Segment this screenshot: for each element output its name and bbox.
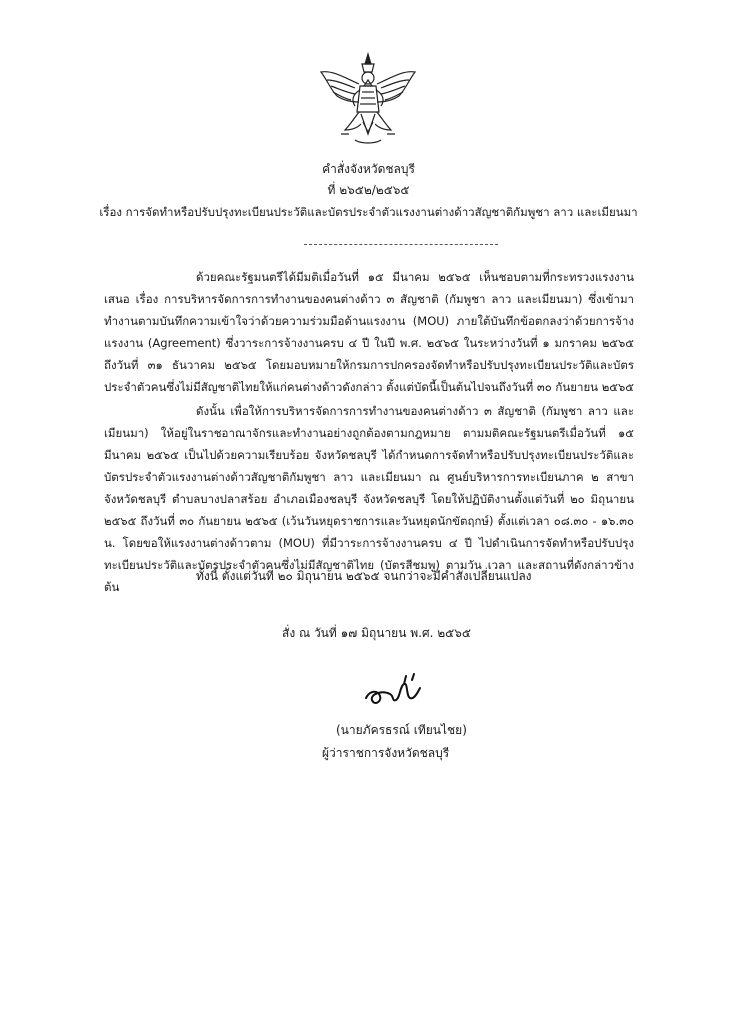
effective-date-line: ทั้งนี้ ตั้งแต่วันที่ ๒๐ มิถุนายน ๒๕๖๕ จนกว่าจะมีคำสั่งเปลี่ยนแปลง	[196, 569, 532, 583]
separator-line	[304, 244, 498, 245]
body-paragraph-2: ดังนั้น เพื่อให้การบริหารจัดการการทำงานของคนต่างด้าว ๓ สัญชาติ (กัมพูชา ลาว และเมียนมา) ให้อยู่ในราชอาณาจักรและทำงานอย่างถูกต้องตามกฎหมาย ตามมติคณะรัฐมนตรีเมื่อวันที่ ๑๕ มีนาคม ๒๕๖๕ เป็นไปด้วยความเรียบร้อย จังหวัดชลบุรี ได้กำหนดการจัดทำหรือปรับปรุงทะเบียนประวัติและบัตรประจำตัวแรงงานต่างด้าวสัญชาติกัมพูชา ลาว และเมียนมา ณ ศูนย์บริหารการทะเบียนภาค ๒ สาขาจังหวัดชลบุรี ตำบลบางปลาสร้อย อำเภอเมืองชลบุรี จังหวัดชลบุรี โดยให้ปฏิบัติงานตั้งแต่วันที่ ๒๐ มิถุนายน ๒๕๖๕ ถึงวันที่ ๓๐ กันยายน ๒๕๖๕ (เว้นวันหยุดราชการและวันหยุดนักขัตฤกษ์) ตั้งแต่เวลา ๐๘.๓๐ - ๑๖.๓๐ น. โดยขอให้แรงงานต่างด้าวตาม (MOU) ที่มีวาระการจ้างงานครบ ๔ ปี ไปดำเนินการจัดทำหรือปรับปรุงทะเบียนประวัติและบัตรประจำตัวคนซึ่งไม่มีสัญชาติไทย (บัตรสีชมพู) ตามวัน เวลา และสถานที่ดังกล่าวข้างต้น	[104, 404, 634, 594]
order-number: ที่ ๒๖๕๒/๒๕๖๕	[327, 183, 410, 197]
body-paragraph-1: ด้วยคณะรัฐมนตรีได้มีมติเมื่อวันที่ ๑๕ มีนาคม ๒๕๖๕ เห็นชอบตามที่กระทรวงแรงงานเสนอ เรื่อง การบริหารจัดการการทำงานของคนต่างด้าว ๓ สัญชาติ (กัมพูชา ลาว และเมียนมา) ซึ่งเข้ามาทำงานตามบันทึกความเข้าใจว่าด้วยความร่วมมือด้านแรงงาน (MOU) ภายใต้บันทึกข้อตกลงว่าด้วยการจ้างแรงงาน (Agreement) ซึ่งวาระการจ้างงานครบ ๔ ปี ในปี พ.ศ. ๒๕๖๕ ในระหว่างวันที่ ๑ มกราคม ๒๕๖๕ ถึงวันที่ ๓๑ ธันวาคม ๒๕๖๕ โดยมอบหมายให้กรมการปกครองจัดทำหรือปรับปรุงทะเบียนประวัติและบัตรประจำตัวคนซึ่งไม่มีสัญชาติไทยให้แก่คนต่างด้าวดังกล่าว ตั้งแต่บัดนี้เป็นต้นไปจนถึงวันที่ ๓๐ กันยายน ๒๕๖๕	[104, 270, 634, 394]
order-title: คำสั่งจังหวัดชลบุรี	[322, 162, 415, 176]
signatory-name: (นายภัครธรณ์ เทียนไชย)	[336, 723, 467, 737]
order-subject: เรื่อง การจัดทำหรือปรับปรุงทะเบียนประวัติและบัตรประจำตัวแรงงานต่างด้าวสัญชาติกัมพูชา ลาว และเมียนมา	[99, 205, 638, 219]
garuda-emblem-icon	[315, 50, 421, 150]
signatory-position: ผู้ว่าราชการจังหวัดชลบุรี	[322, 746, 450, 760]
order-date-line: สั่ง ณ วันที่ ๑๗ มิถุนายน พ.ศ. ๒๕๖๕	[282, 626, 471, 640]
signature-icon	[360, 672, 430, 712]
